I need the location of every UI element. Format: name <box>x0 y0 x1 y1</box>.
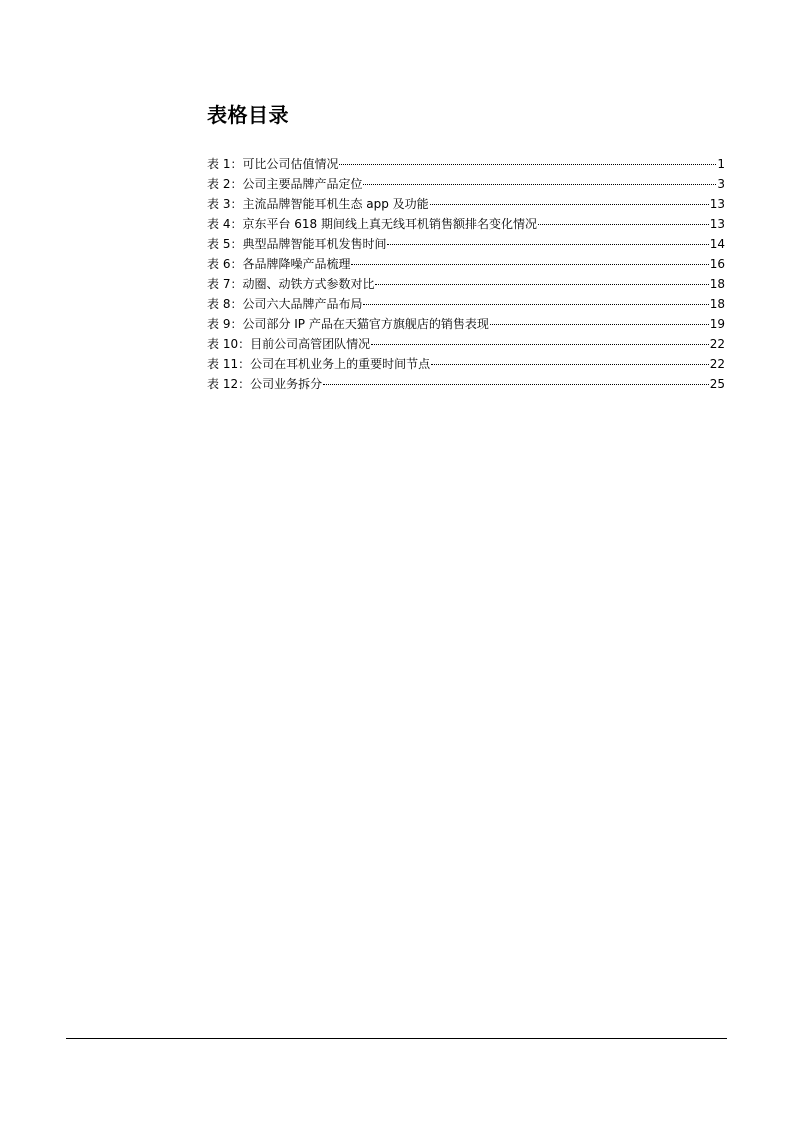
toc-entry-page: 19 <box>709 317 725 331</box>
toc-dot-leader <box>375 284 708 285</box>
toc-entry[interactable] <box>207 294 725 314</box>
toc-list <box>207 154 725 394</box>
toc-entry-page: 25 <box>709 377 725 391</box>
toc-entry-page: 13 <box>709 217 725 231</box>
toc-entry-page: 18 <box>709 277 725 291</box>
toc-entry-label: 表 7：动圈、动铁方式参数对比 <box>207 277 375 291</box>
toc-entry-page: 1 <box>717 157 725 171</box>
toc-entry[interactable] <box>207 174 725 194</box>
toc-entry[interactable] <box>207 194 725 214</box>
toc-title: 表格目录 <box>207 103 289 127</box>
toc-entry-page: 22 <box>709 337 725 351</box>
toc-dot-leader <box>339 164 716 165</box>
toc-dot-leader <box>490 324 709 325</box>
toc-entry-label: 表 10：目前公司高管团队情况 <box>207 337 371 351</box>
toc-dot-leader <box>363 304 708 305</box>
toc-dot-leader <box>387 244 708 245</box>
toc-entry-page: 16 <box>709 257 725 271</box>
toc-entry-label: 表 9：公司部分 IP 产品在天猫官方旗舰店的销售表现 <box>207 317 489 331</box>
toc-entry-page: 3 <box>717 177 725 191</box>
toc-entry-label: 表 12：公司业务拆分 <box>207 377 323 391</box>
toc-entry[interactable] <box>207 334 725 354</box>
toc-entry[interactable] <box>207 234 725 254</box>
toc-entry-label: 表 4：京东平台 618 期间线上真无线耳机销售额排名变化情况 <box>207 217 537 231</box>
toc-entry-label: 表 6：各品牌降噪产品梳理 <box>207 257 351 271</box>
toc-entry[interactable] <box>207 314 725 334</box>
toc-entry-page: 18 <box>709 297 725 311</box>
toc-entry-label: 表 11：公司在耳机业务上的重要时间节点 <box>207 357 431 371</box>
toc-dot-leader <box>363 184 716 185</box>
toc-dot-leader <box>371 344 709 345</box>
toc-dot-leader <box>323 384 709 385</box>
toc-dot-leader <box>430 204 709 205</box>
toc-entry-label: 表 2：公司主要品牌产品定位 <box>207 177 363 191</box>
toc-entry-label: 表 8：公司六大品牌产品布局 <box>207 297 363 311</box>
toc-entry-label: 表 5：典型品牌智能耳机发售时间 <box>207 237 387 251</box>
toc-entry-page: 22 <box>709 357 725 371</box>
footer-divider <box>66 1038 727 1039</box>
toc-entry-page: 13 <box>709 197 725 211</box>
toc-entry[interactable] <box>207 374 725 394</box>
toc-dot-leader <box>351 264 708 265</box>
toc-entry[interactable] <box>207 354 725 374</box>
toc-entry[interactable] <box>207 274 725 294</box>
toc-entry-label: 表 3：主流品牌智能耳机生态 app 及功能 <box>207 197 429 211</box>
toc-entry-page: 14 <box>709 237 725 251</box>
toc-dot-leader <box>431 364 709 365</box>
toc-entry[interactable] <box>207 154 725 174</box>
toc-entry[interactable] <box>207 214 725 234</box>
toc-entry-label: 表 1：可比公司估值情况 <box>207 157 339 171</box>
toc-dot-leader <box>538 224 709 225</box>
toc-entry[interactable] <box>207 254 725 274</box>
